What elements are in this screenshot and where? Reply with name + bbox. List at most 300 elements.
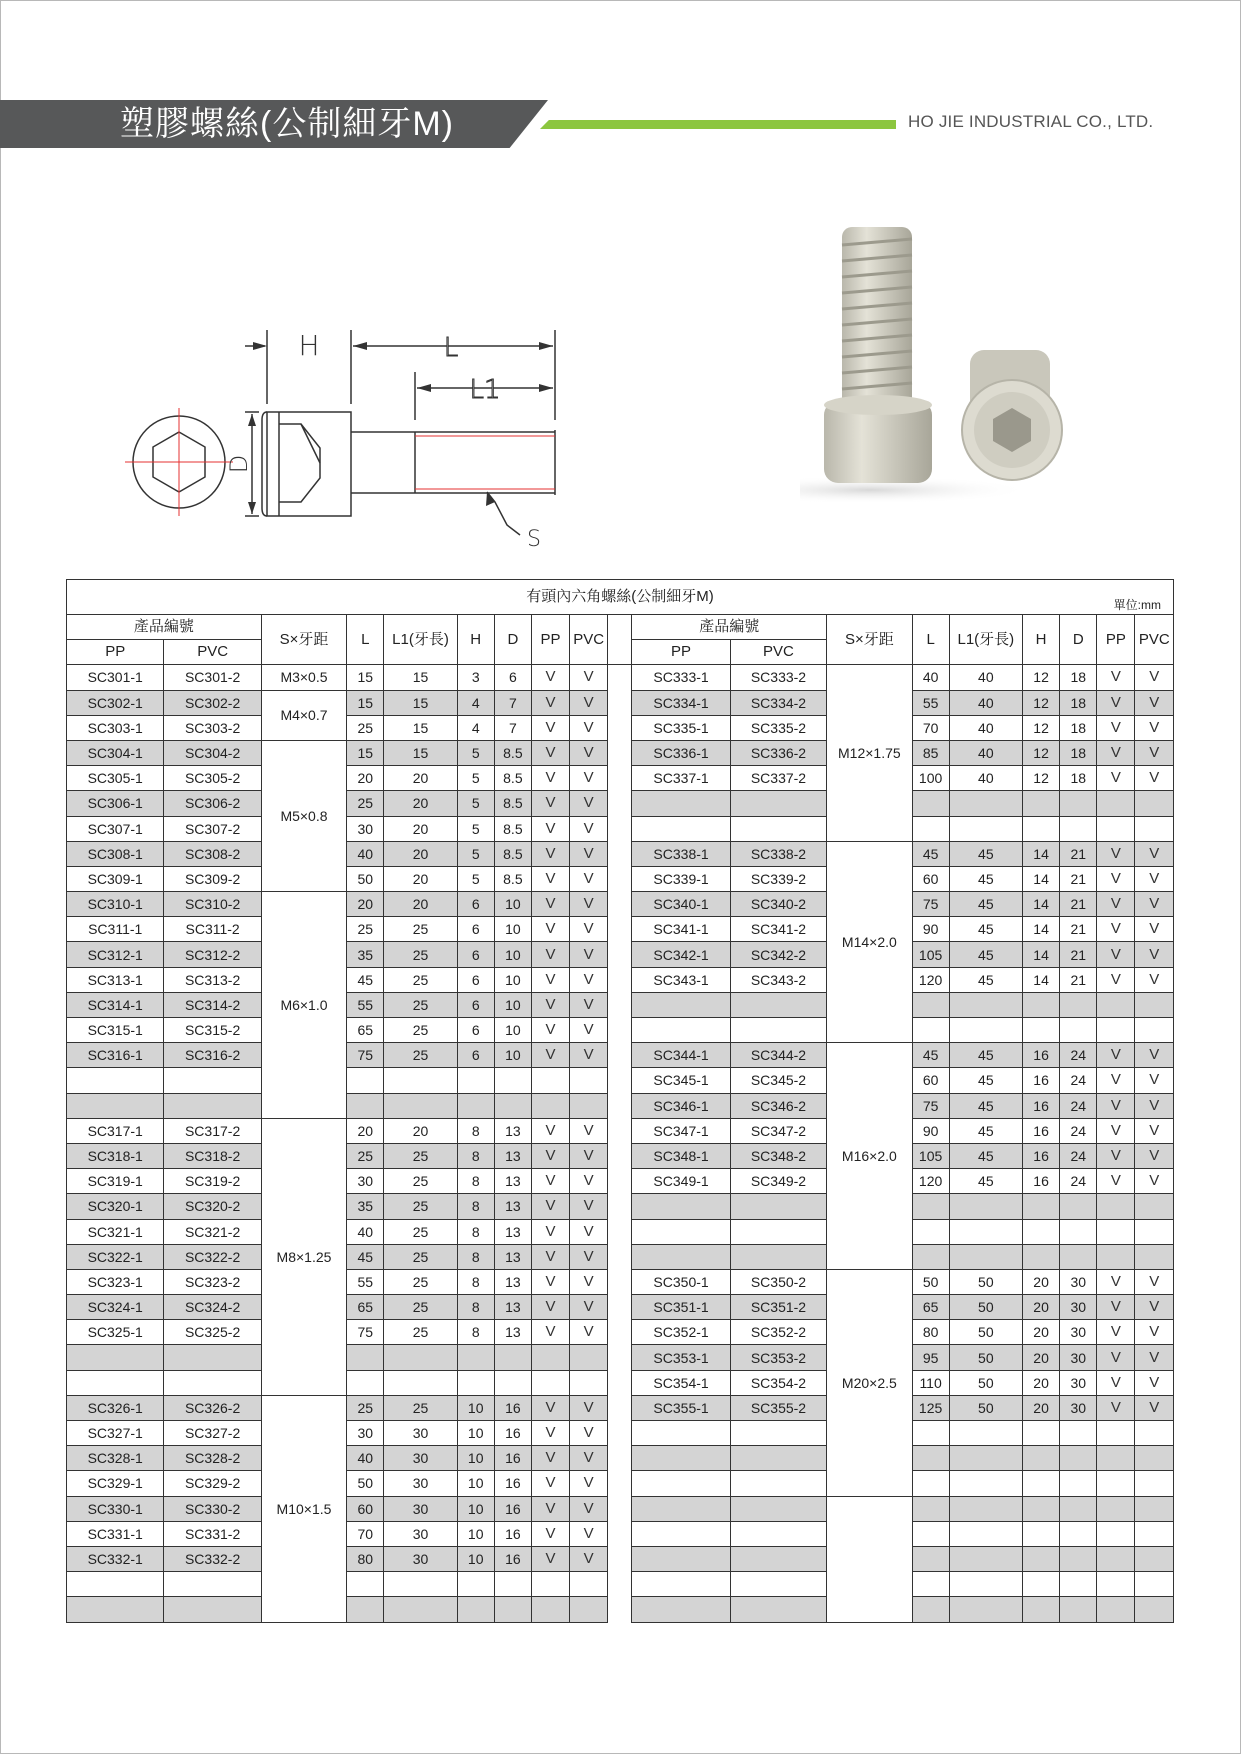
left-pp-mark-cell: V <box>531 1169 569 1194</box>
right-pp-code-cell: SC335-1 <box>632 715 730 740</box>
right-head-height-cell: 20 <box>1023 1395 1060 1420</box>
header-pvc-material: PVC <box>1135 615 1174 665</box>
right-pp-code-cell <box>632 1496 730 1521</box>
right-head-diameter-cell: 21 <box>1060 841 1097 866</box>
right-pp-mark-cell <box>1097 1219 1135 1244</box>
right-pp-mark-cell <box>1097 1521 1135 1546</box>
right-pvc-mark-cell: V <box>1135 1169 1174 1194</box>
right-pp-code-cell <box>632 1546 730 1571</box>
table-row <box>67 1169 1174 1194</box>
left-head-height-cell: 8 <box>457 1169 494 1194</box>
column-gap <box>608 1471 632 1496</box>
header-l1: L1(牙長) <box>384 615 457 665</box>
table-row <box>67 892 1174 917</box>
left-length-cell: 35 <box>347 942 384 967</box>
right-pp-mark-cell <box>1097 1018 1135 1043</box>
right-pp-code-cell <box>632 992 730 1017</box>
left-pvc-code-cell: SC326-2 <box>164 1395 261 1420</box>
table-row <box>67 1295 1174 1320</box>
left-pp-mark-cell: V <box>531 917 569 942</box>
left-pp-code-cell <box>67 1572 164 1597</box>
header-pvc-code: PVC <box>730 640 826 665</box>
right-pp-mark-cell: V <box>1097 967 1135 992</box>
right-pp-mark-cell: V <box>1097 841 1135 866</box>
right-head-height-cell: 14 <box>1023 866 1060 891</box>
left-thread-length-cell: 25 <box>384 917 457 942</box>
right-pvc-mark-cell <box>1135 992 1174 1017</box>
left-thread-length-cell: 25 <box>384 1018 457 1043</box>
right-pp-mark-cell: V <box>1097 1068 1135 1093</box>
column-gap <box>608 1118 632 1143</box>
header-pp-material: PP <box>531 615 569 665</box>
left-head-height-cell: 5 <box>457 791 494 816</box>
left-pvc-mark-cell: V <box>570 992 608 1017</box>
column-gap <box>608 917 632 942</box>
right-pvc-mark-cell: V <box>1135 841 1174 866</box>
right-pvc-mark-cell <box>1135 1446 1174 1471</box>
left-head-height-cell: 6 <box>457 967 494 992</box>
left-pvc-code-cell: SC317-2 <box>164 1118 261 1143</box>
left-head-diameter-cell: 8.5 <box>494 766 531 791</box>
header-d: D <box>494 615 531 665</box>
column-gap <box>608 1093 632 1118</box>
left-pvc-code-cell: SC305-2 <box>164 766 261 791</box>
right-head-height-cell: 20 <box>1023 1370 1060 1395</box>
left-head-height-cell: 5 <box>457 841 494 866</box>
left-length-cell <box>347 1345 384 1370</box>
left-head-diameter-cell: 8.5 <box>494 866 531 891</box>
left-pvc-code-cell: SC301-2 <box>164 665 261 690</box>
right-pvc-code-cell: SC343-2 <box>730 967 826 992</box>
right-pp-code-cell: SC350-1 <box>632 1269 730 1294</box>
right-head-diameter-cell: 30 <box>1060 1269 1097 1294</box>
right-length-cell: 90 <box>912 1118 949 1143</box>
column-gap <box>608 892 632 917</box>
left-head-diameter-cell: 13 <box>494 1320 531 1345</box>
left-head-height-cell: 10 <box>457 1496 494 1521</box>
left-pp-mark-cell: V <box>531 1496 569 1521</box>
left-thread-length-cell: 20 <box>384 1118 457 1143</box>
left-pvc-mark-cell <box>570 1345 608 1370</box>
left-head-height-cell: 4 <box>457 715 494 740</box>
right-pvc-code-cell <box>730 1597 826 1622</box>
left-head-height-cell <box>457 1068 494 1093</box>
table-row <box>67 1018 1174 1043</box>
right-head-diameter-cell <box>1060 1446 1097 1471</box>
left-head-diameter-cell: 10 <box>494 1043 531 1068</box>
left-head-height-cell: 8 <box>457 1194 494 1219</box>
right-length-cell <box>912 1521 949 1546</box>
left-pvc-mark-cell: V <box>570 1320 608 1345</box>
left-length-cell: 50 <box>347 1471 384 1496</box>
right-head-diameter-cell: 30 <box>1060 1320 1097 1345</box>
left-pvc-mark-cell: V <box>570 766 608 791</box>
right-pp-mark-cell: V <box>1097 766 1135 791</box>
left-thread-length-cell: 25 <box>384 1395 457 1420</box>
right-pp-code-cell: SC352-1 <box>632 1320 730 1345</box>
right-pp-code-cell <box>632 1471 730 1496</box>
left-pitch-cell: M5×0.8 <box>261 740 346 891</box>
right-length-cell: 85 <box>912 740 949 765</box>
left-thread-length-cell <box>384 1345 457 1370</box>
left-pp-mark-cell: V <box>531 942 569 967</box>
left-pvc-code-cell: SC321-2 <box>164 1219 261 1244</box>
left-pvc-code-cell: SC331-2 <box>164 1521 261 1546</box>
right-pvc-mark-cell <box>1135 1421 1174 1446</box>
left-length-cell: 35 <box>347 1194 384 1219</box>
right-pvc-mark-cell: V <box>1135 1395 1174 1420</box>
right-pp-code-cell: SC354-1 <box>632 1370 730 1395</box>
right-head-diameter-cell: 18 <box>1060 766 1097 791</box>
right-pp-code-cell: SC355-1 <box>632 1395 730 1420</box>
right-pp-mark-cell: V <box>1097 690 1135 715</box>
right-thread-length-cell: 50 <box>949 1320 1022 1345</box>
right-pvc-code-cell <box>730 791 826 816</box>
left-pvc-mark-cell: V <box>570 1018 608 1043</box>
left-pp-code-cell: SC325-1 <box>67 1320 164 1345</box>
left-pp-mark-cell <box>531 1572 569 1597</box>
table-row <box>67 917 1174 942</box>
left-head-diameter-cell: 8.5 <box>494 791 531 816</box>
right-pvc-code-cell: SC350-2 <box>730 1269 826 1294</box>
left-length-cell: 25 <box>347 917 384 942</box>
left-pp-code-cell: SC305-1 <box>67 766 164 791</box>
right-pp-code-cell: SC343-1 <box>632 967 730 992</box>
left-pp-code-cell: SC303-1 <box>67 715 164 740</box>
left-head-diameter-cell: 13 <box>494 1295 531 1320</box>
dim-label-s: S <box>527 527 541 552</box>
right-pvc-code-cell: SC334-2 <box>730 690 826 715</box>
table-row <box>67 690 1174 715</box>
left-pvc-code-cell: SC302-2 <box>164 690 261 715</box>
left-head-height-cell: 8 <box>457 1118 494 1143</box>
right-head-height-cell: 12 <box>1023 740 1060 765</box>
left-thread-length-cell: 30 <box>384 1546 457 1571</box>
left-head-diameter-cell <box>494 1370 531 1395</box>
left-head-height-cell: 6 <box>457 917 494 942</box>
left-pp-mark-cell: V <box>531 1521 569 1546</box>
left-pvc-code-cell: SC325-2 <box>164 1320 261 1345</box>
left-head-height-cell <box>457 1572 494 1597</box>
right-pp-code-cell: SC336-1 <box>632 740 730 765</box>
left-head-diameter-cell: 16 <box>494 1496 531 1521</box>
left-pvc-mark-cell <box>570 1572 608 1597</box>
standing-screw <box>824 227 932 483</box>
right-thread-length-cell <box>949 791 1022 816</box>
left-length-cell: 80 <box>347 1546 384 1571</box>
left-head-diameter-cell: 13 <box>494 1143 531 1168</box>
left-head-height-cell: 8 <box>457 1219 494 1244</box>
left-pitch-cell: M4×0.7 <box>261 690 346 740</box>
left-head-height-cell: 10 <box>457 1471 494 1496</box>
right-pvc-mark-cell: V <box>1135 1093 1174 1118</box>
right-pvc-code-cell <box>730 1244 826 1269</box>
right-pvc-mark-cell: V <box>1135 942 1174 967</box>
right-pvc-code-cell: SC336-2 <box>730 740 826 765</box>
left-head-height-cell <box>457 1597 494 1622</box>
left-length-cell: 25 <box>347 715 384 740</box>
right-pvc-code-cell: SC344-2 <box>730 1043 826 1068</box>
right-pp-mark-cell <box>1097 1194 1135 1219</box>
right-pvc-code-cell: SC340-2 <box>730 892 826 917</box>
column-gap <box>608 1194 632 1219</box>
left-length-cell: 50 <box>347 866 384 891</box>
left-thread-length-cell: 15 <box>384 690 457 715</box>
column-gap <box>608 1169 632 1194</box>
right-head-height-cell <box>1023 1244 1060 1269</box>
left-pp-mark-cell: V <box>531 1269 569 1294</box>
left-length-cell: 15 <box>347 740 384 765</box>
left-pvc-mark-cell: V <box>570 1521 608 1546</box>
right-pp-mark-cell: V <box>1097 1043 1135 1068</box>
left-pitch-cell: M6×1.0 <box>261 892 346 1119</box>
right-thread-length-cell: 45 <box>949 1118 1022 1143</box>
left-length-cell: 20 <box>347 892 384 917</box>
table-row <box>67 1546 1174 1571</box>
left-pp-mark-cell: V <box>531 841 569 866</box>
table-row <box>67 1269 1174 1294</box>
right-thread-length-cell <box>949 1244 1022 1269</box>
right-length-cell: 105 <box>912 942 949 967</box>
left-pp-mark-cell: V <box>531 1295 569 1320</box>
left-head-height-cell: 3 <box>457 665 494 690</box>
right-thread-length-cell <box>949 1018 1022 1043</box>
right-thread-length-cell: 45 <box>949 1169 1022 1194</box>
left-head-diameter-cell: 16 <box>494 1546 531 1571</box>
right-length-cell <box>912 1597 949 1622</box>
left-head-height-cell: 5 <box>457 766 494 791</box>
right-pvc-mark-cell <box>1135 1572 1174 1597</box>
right-head-height-cell: 12 <box>1023 665 1060 690</box>
left-head-diameter-cell: 7 <box>494 715 531 740</box>
left-pp-mark-cell: V <box>531 866 569 891</box>
left-thread-length-cell: 25 <box>384 1143 457 1168</box>
left-pp-mark-cell: V <box>531 1194 569 1219</box>
right-length-cell: 120 <box>912 967 949 992</box>
right-head-diameter-cell: 18 <box>1060 690 1097 715</box>
right-pitch-cell: M14×2.0 <box>827 841 912 1043</box>
right-head-height-cell <box>1023 1446 1060 1471</box>
right-pvc-code-cell <box>730 1421 826 1446</box>
right-thread-length-cell: 50 <box>949 1345 1022 1370</box>
left-pp-mark-cell <box>531 1597 569 1622</box>
left-pp-code-cell: SC312-1 <box>67 942 164 967</box>
left-head-height-cell: 10 <box>457 1521 494 1546</box>
left-head-diameter-cell: 13 <box>494 1118 531 1143</box>
left-pp-code-cell: SC306-1 <box>67 791 164 816</box>
table-row <box>67 1446 1174 1471</box>
page-title: 塑膠螺絲(公制細牙M) <box>120 105 454 143</box>
left-thread-length-cell: 20 <box>384 841 457 866</box>
right-length-cell: 60 <box>912 1068 949 1093</box>
left-pp-mark-cell: V <box>531 715 569 740</box>
right-head-height-cell: 14 <box>1023 892 1060 917</box>
left-pp-code-cell: SC308-1 <box>67 841 164 866</box>
left-pp-code-cell: SC328-1 <box>67 1446 164 1471</box>
right-head-height-cell: 12 <box>1023 690 1060 715</box>
left-head-height-cell: 5 <box>457 866 494 891</box>
left-pp-mark-cell <box>531 1370 569 1395</box>
left-pvc-code-cell: SC315-2 <box>164 1018 261 1043</box>
right-pvc-code-cell: SC345-2 <box>730 1068 826 1093</box>
right-pp-mark-cell <box>1097 791 1135 816</box>
left-thread-length-cell: 20 <box>384 866 457 891</box>
left-pp-code-cell: SC314-1 <box>67 992 164 1017</box>
right-thread-length-cell <box>949 1572 1022 1597</box>
table-row <box>67 1345 1174 1370</box>
left-pp-code-cell: SC301-1 <box>67 665 164 690</box>
left-pvc-mark-cell <box>570 1068 608 1093</box>
left-pp-mark-cell <box>531 1068 569 1093</box>
table-row <box>67 1118 1174 1143</box>
left-pvc-code-cell: SC310-2 <box>164 892 261 917</box>
right-pvc-mark-cell: V <box>1135 690 1174 715</box>
left-pp-mark-cell: V <box>531 1118 569 1143</box>
right-pp-code-cell: SC348-1 <box>632 1143 730 1168</box>
column-gap <box>608 992 632 1017</box>
left-pvc-mark-cell <box>570 1370 608 1395</box>
right-pvc-code-cell: SC355-2 <box>730 1395 826 1420</box>
right-thread-length-cell <box>949 1521 1022 1546</box>
left-pvc-mark-cell: V <box>570 1395 608 1420</box>
right-thread-length-cell: 45 <box>949 1068 1022 1093</box>
left-pvc-code-cell: SC320-2 <box>164 1194 261 1219</box>
right-thread-length-cell <box>949 816 1022 841</box>
left-head-diameter-cell: 10 <box>494 917 531 942</box>
lying-screw <box>962 350 1062 480</box>
header-product-code: 產品編號 <box>67 615 262 640</box>
left-thread-length-cell: 30 <box>384 1496 457 1521</box>
right-head-diameter-cell <box>1060 1496 1097 1521</box>
table-row <box>67 992 1174 1017</box>
left-pvc-code-cell: SC332-2 <box>164 1546 261 1571</box>
left-pvc-code-cell: SC322-2 <box>164 1244 261 1269</box>
table-row <box>67 1370 1174 1395</box>
left-pvc-code-cell: SC318-2 <box>164 1143 261 1168</box>
table-row <box>67 1043 1174 1068</box>
left-pvc-mark-cell: V <box>570 816 608 841</box>
right-pvc-mark-cell: V <box>1135 892 1174 917</box>
left-length-cell: 15 <box>347 665 384 690</box>
right-pvc-mark-cell <box>1135 1194 1174 1219</box>
right-pp-mark-cell: V <box>1097 1295 1135 1320</box>
right-pvc-code-cell: SC351-2 <box>730 1295 826 1320</box>
right-pp-mark-cell <box>1097 1572 1135 1597</box>
right-pp-mark-cell <box>1097 1446 1135 1471</box>
left-length-cell: 25 <box>347 791 384 816</box>
right-pvc-mark-cell: V <box>1135 1269 1174 1294</box>
left-pvc-code-cell: SC324-2 <box>164 1295 261 1320</box>
right-length-cell <box>912 992 949 1017</box>
right-head-diameter-cell: 18 <box>1060 740 1097 765</box>
table-row <box>67 1244 1174 1269</box>
header-l: L <box>347 615 384 665</box>
left-length-cell: 65 <box>347 1295 384 1320</box>
right-head-height-cell: 14 <box>1023 917 1060 942</box>
right-pp-code-cell <box>632 1446 730 1471</box>
left-head-height-cell: 8 <box>457 1320 494 1345</box>
table-row <box>67 791 1174 816</box>
right-pvc-mark-cell <box>1135 791 1174 816</box>
left-pvc-code-cell: SC319-2 <box>164 1169 261 1194</box>
right-pp-code-cell <box>632 1194 730 1219</box>
left-pvc-mark-cell: V <box>570 1496 608 1521</box>
column-gap <box>608 1421 632 1446</box>
dim-label-h: H <box>298 329 320 362</box>
left-pvc-code-cell: SC311-2 <box>164 917 261 942</box>
left-thread-length-cell: 30 <box>384 1446 457 1471</box>
right-pvc-mark-cell: V <box>1135 715 1174 740</box>
left-pp-code-cell <box>67 1093 164 1118</box>
right-thread-length-cell: 50 <box>949 1370 1022 1395</box>
left-pp-code-cell: SC302-1 <box>67 690 164 715</box>
left-head-diameter-cell: 13 <box>494 1169 531 1194</box>
right-pp-mark-cell <box>1097 1421 1135 1446</box>
right-head-height-cell <box>1023 1572 1060 1597</box>
column-gap <box>608 1546 632 1571</box>
left-pp-mark-cell: V <box>531 690 569 715</box>
right-thread-length-cell: 45 <box>949 866 1022 891</box>
left-pvc-mark-cell: V <box>570 1118 608 1143</box>
right-head-height-cell: 16 <box>1023 1068 1060 1093</box>
right-head-diameter-cell: 21 <box>1060 942 1097 967</box>
table-row <box>67 1320 1174 1345</box>
left-pp-mark-cell: V <box>531 967 569 992</box>
right-pvc-code-cell: SC341-2 <box>730 917 826 942</box>
left-pp-mark-cell <box>531 1345 569 1370</box>
right-pvc-mark-cell <box>1135 1219 1174 1244</box>
left-pp-mark-cell: V <box>531 1043 569 1068</box>
left-thread-length-cell: 20 <box>384 892 457 917</box>
right-pp-mark-cell: V <box>1097 1345 1135 1370</box>
left-thread-length-cell: 25 <box>384 992 457 1017</box>
left-pp-mark-cell: V <box>531 1446 569 1471</box>
right-thread-length-cell: 45 <box>949 967 1022 992</box>
right-pvc-mark-cell: V <box>1135 1295 1174 1320</box>
right-length-cell: 40 <box>912 665 949 690</box>
right-pvc-mark-cell <box>1135 1496 1174 1521</box>
right-pvc-code-cell <box>730 1219 826 1244</box>
column-gap <box>608 1295 632 1320</box>
header-pp-code: PP <box>67 640 164 665</box>
left-pp-mark-cell: V <box>531 791 569 816</box>
right-pp-mark-cell <box>1097 992 1135 1017</box>
left-pitch-cell: M3×0.5 <box>261 665 346 690</box>
column-gap <box>608 1143 632 1168</box>
left-pp-mark-cell: V <box>531 1395 569 1420</box>
right-head-height-cell <box>1023 1018 1060 1043</box>
left-thread-length-cell: 15 <box>384 715 457 740</box>
right-pitch-cell: M12×1.75 <box>827 665 912 841</box>
left-head-height-cell: 6 <box>457 892 494 917</box>
left-pp-code-cell <box>67 1597 164 1622</box>
left-pp-mark-cell: V <box>531 1320 569 1345</box>
right-pp-code-cell: SC353-1 <box>632 1345 730 1370</box>
right-pp-code-cell: SC339-1 <box>632 866 730 891</box>
column-gap <box>608 1244 632 1269</box>
right-head-diameter-cell: 24 <box>1060 1118 1097 1143</box>
right-pvc-code-cell: SC346-2 <box>730 1093 826 1118</box>
table-row <box>67 1496 1174 1521</box>
left-pvc-mark-cell: V <box>570 1421 608 1446</box>
left-pp-code-cell <box>67 1345 164 1370</box>
left-head-height-cell <box>457 1345 494 1370</box>
right-pp-code-cell: SC345-1 <box>632 1068 730 1093</box>
left-pp-code-cell: SC304-1 <box>67 740 164 765</box>
right-length-cell <box>912 1219 949 1244</box>
left-pvc-mark-cell: V <box>570 1471 608 1496</box>
left-pp-mark-cell: V <box>531 892 569 917</box>
